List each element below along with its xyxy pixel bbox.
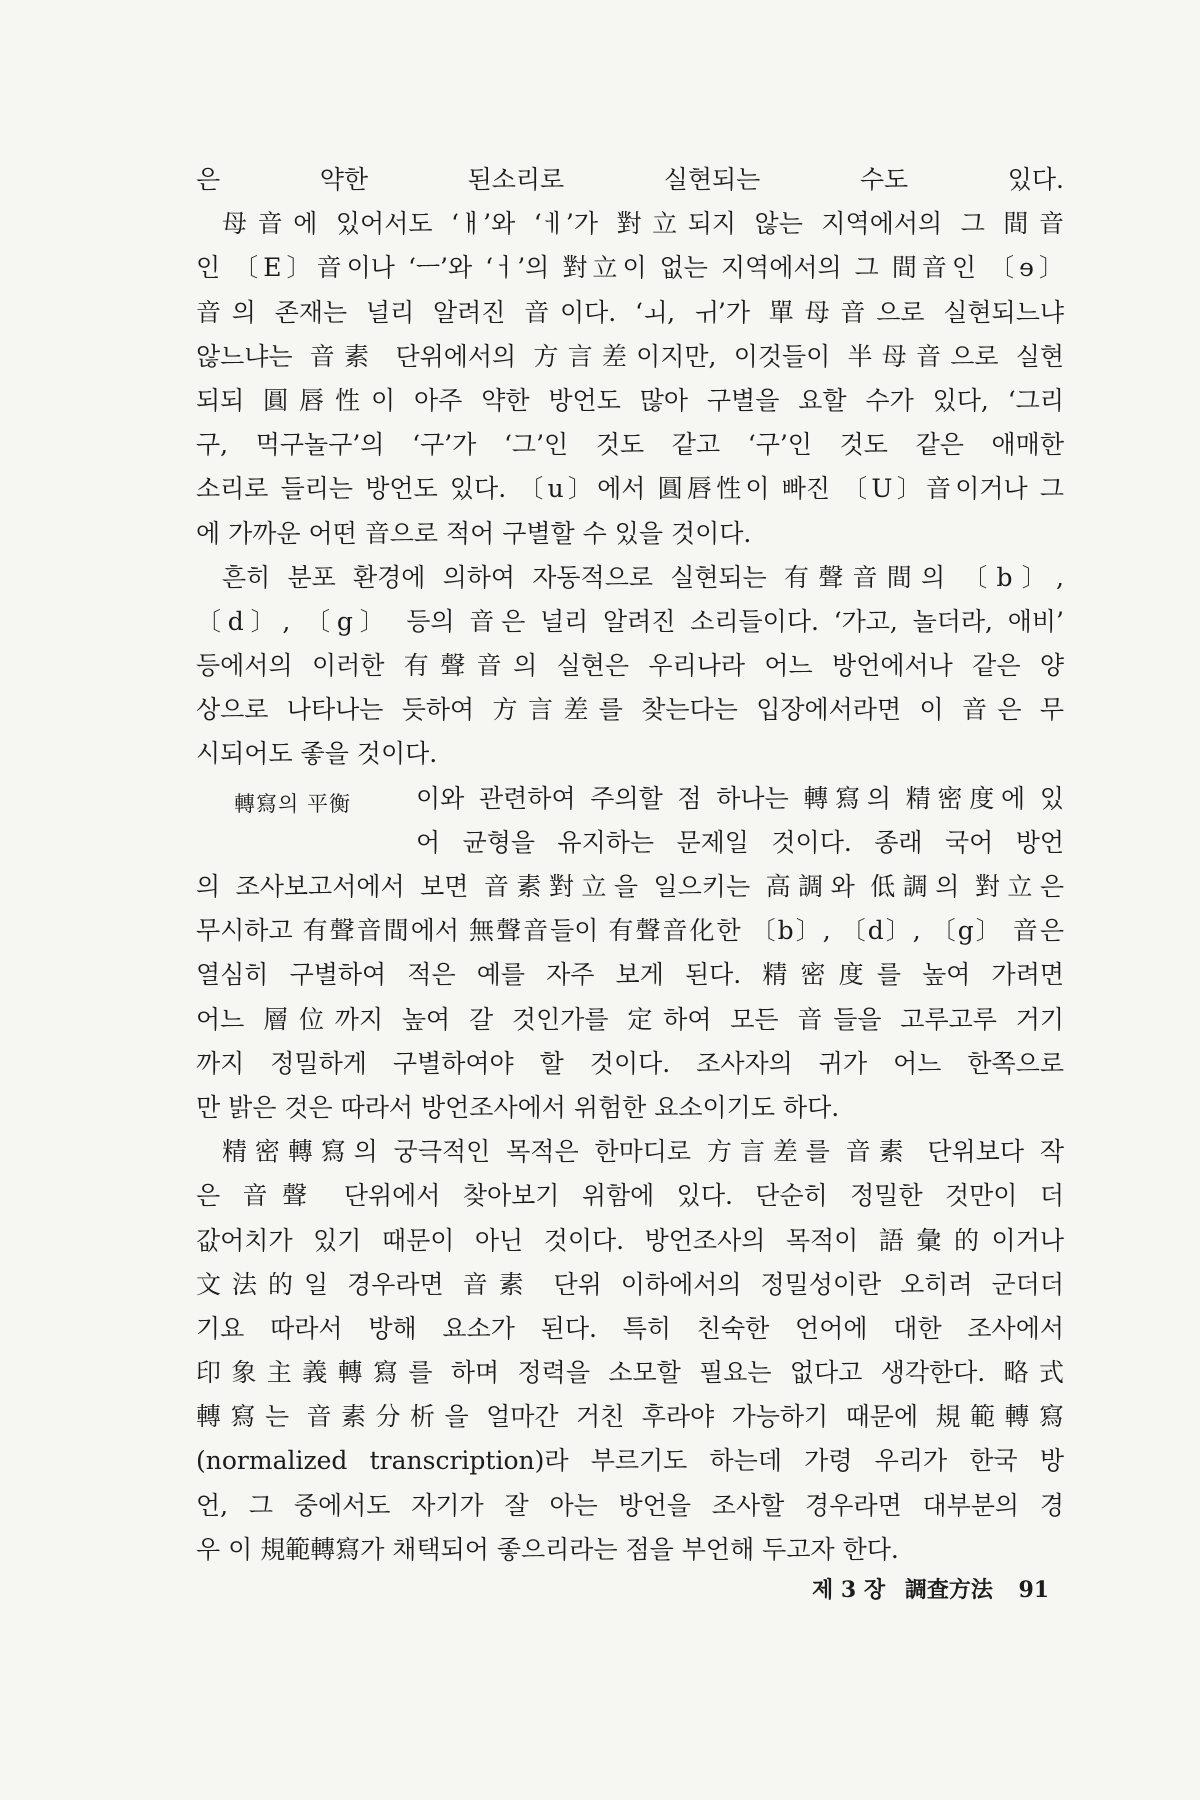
text-line: 우 이 規範轉寫가 채택되어 좋으리라는 점을 부언해 두고자 한다.: [196, 1534, 899, 1564]
text-line: 상으로 나타나는 듯하여 方言差를 찾는다는 입장에서라면 이 音은 무: [196, 695, 1064, 725]
text-line: 만 밝은 것은 따라서 방언조사에서 위험한 요소이기도 하다.: [196, 1092, 840, 1122]
text-line: 열심히 구별하여 적은 예를 자주 보게 된다. 精密度를 높여 가려면: [196, 960, 1064, 990]
text-line: 印象主義轉寫를 하며 정력을 소모할 필요는 없다고 생각한다. 略式: [196, 1358, 1064, 1388]
text-line: 母音에 있어서도 ‘ㅐ’와 ‘ㅔ’가 對立되지 않는 지역에서의 그 間音: [222, 209, 1064, 239]
text-line: 精密轉寫의 궁극적인 목적은 한마디로 方言差를 音素 단위보다 작: [222, 1137, 1064, 1167]
text-line: 어 균형을 유지하는 문제일 것이다. 종래 국어 방언: [416, 827, 1064, 857]
running-footer: [812, 1573, 1049, 1604]
text-line: 구, 먹구놀구’의 ‘구’가 ‘그’인 것도 같고 ‘구’인 것도 같은 애매한: [196, 430, 1064, 460]
text-line: 인 〔E〕音이나 ‘ㅡ’와 ‘ㅓ’의 對立이 없는 지역에서의 그 間音인 〔ɘ〕: [196, 253, 1064, 283]
text-line: 언, 그 중에서도 자기가 잘 아는 방언을 조사할 경우라면 대부분의 경: [196, 1490, 1064, 1520]
page-number: 91: [1018, 1577, 1050, 1603]
text-line: 값어치가 있기 때문이 아닌 것이다. 방언조사의 목적이 語彙的이거나: [196, 1225, 1064, 1255]
text-line: 의 조사보고서에서 보면 音素對立을 일으키는 高調와 低調의 對立은: [196, 872, 1064, 901]
text-line: 은 音聲 단위에서 찾아보기 위함에 있다. 단순히 정밀한 것만이 더: [196, 1181, 1064, 1211]
text-line: 어느 層位까지 높여 갈 것인가를 定하여 모든 音들을 고루고루 거기: [196, 1004, 1064, 1034]
text-line: 않느냐는 音素 단위에서의 方言差이지만, 이것들이 半母音으로 실현: [196, 341, 1064, 371]
text-line: 에 가까운 어떤 音으로 적어 구별할 수 있을 것이다.: [196, 518, 752, 548]
text-line: 은 약한 된소리로 실현되는 수도 있다.: [196, 165, 1064, 194]
text-line: 音의 존재는 널리 알려진 音이다. ‘ㅚ, ㅟ’가 單母音으로 실현되느냐: [196, 297, 1064, 327]
text-line: 轉寫는 音素分析을 얼마간 거친 후라야 가능하기 때문에 規範轉寫: [196, 1402, 1064, 1432]
text-line: 무시하고 有聲音間에서 無聲音들이 有聲音化한 〔b〕, 〔d〕, 〔g〕 音은: [196, 916, 1064, 946]
text-line: 시되어도 좋을 것이다.: [196, 739, 438, 769]
text-line: (normalized transcription)라 부르기도 하는데 가령 우리가 한국 방: [196, 1446, 1064, 1476]
text-line: 기요 따라서 방해 요소가 된다. 특히 친숙한 언어에 대한 조사에서: [196, 1313, 1064, 1343]
text-line: 되되 圓唇性이 아주 약한 방언도 많아 구별을 요할 수가 있다, ‘그리: [196, 385, 1064, 415]
text-line: 文法的일 경우라면 音素 단위 이하에서의 정밀성이란 오히려 군더더: [196, 1269, 1064, 1299]
body-text: [196, 158, 1064, 1572]
text-line: 이와 관련하여 주의할 점 하나는 轉寫의 精密度에 있: [416, 783, 1064, 813]
text-line: 〔d〕, 〔g〕 등의 音은 널리 알려진 소리들이다. ‘가고, 놀더라, 애비’: [196, 606, 1064, 636]
chapter-label: 제 3 장: [812, 1577, 886, 1603]
margin-heading: 轉寫의 平衡: [234, 792, 351, 816]
text-line: 흔히 분포 환경에 의하여 자동적으로 실현되는 有聲音間의 〔b〕,: [222, 562, 1064, 592]
text-line: 까지 정밀하게 구별하여야 할 것이다. 조사자의 귀가 어느 한쪽으로: [196, 1048, 1064, 1078]
text-line: 등에서의 이러한 有聲音의 실현은 우리나라 어느 방언에서나 같은 양: [196, 651, 1064, 681]
text-line: 소리로 들리는 방언도 있다. 〔u〕에서 圓唇性이 빠진 〔U〕音이거나 그: [196, 474, 1064, 504]
section-label: 調査方法: [904, 1577, 993, 1603]
